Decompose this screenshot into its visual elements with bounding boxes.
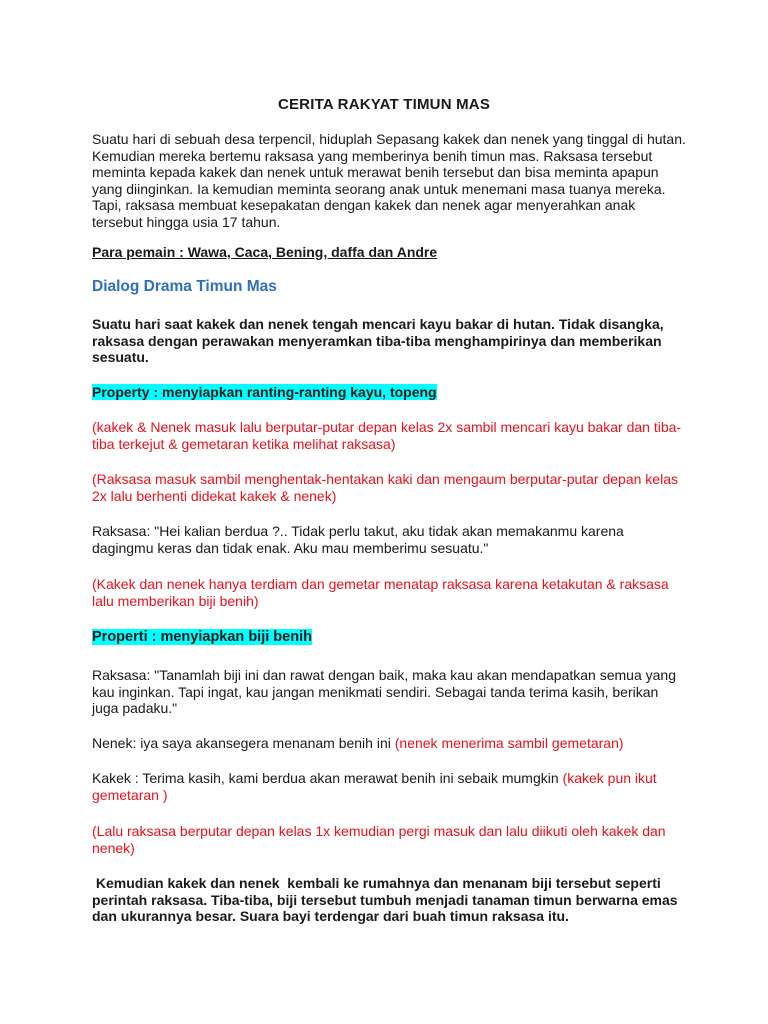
scene-narration-1: Suatu hari saat kakek dan nenek tengah mencari kayu bakar di hutan. Tidak disangka, raksasa dengan perawakan menyeramkan tiba-tiba menghampirinya dan memberikan sesuatu. bbox=[92, 316, 664, 365]
stage-direction-2: (Raksasa masuk sambil menghentak-hentakan kaki dan mengaum berputar-putar depan kelas 2x lalu berhenti didekat kakek & nenek) bbox=[92, 471, 678, 504]
stage-direction-1: (kakek & Nenek masuk lalu berputar-putar depan kelas 2x sambil mencari kayu bakar dan tiba- tiba terkejut & gemetaran ketika melihat raksasa) bbox=[92, 419, 682, 452]
players-line: Para pemain : Wawa, Caca, Bening, daffa dan Andre bbox=[92, 244, 438, 260]
scene-narration-2: Kemudian kakek dan nenek kembali ke rumahnya dan menanam biji tersebut seperti perintah raksasa. Tiba-tiba, biji tersebut tumbuh menjadi tanaman timun berwarna emas dan ukurannya besar. Suara bayi terdengar dari buah timun raksasa itu. bbox=[92, 875, 678, 924]
dialog-nenek: Nenek: iya saya akansegera menanam benih ini (nenek menerima sambil gemetaran) bbox=[92, 735, 624, 751]
intro-paragraph: Suatu hari di sebuah desa terpencil, hiduplah Sepasang kakek dan nenek yang tinggal di hutan. Kemudian mereka bertemu raksasa yang memberinya benih timun mas. Raksasa tersebut meminta kepada kakek dan nenek untuk merawat benih tersebut dan bisa meminta apapun yang diinginkan. Ia kemudian meminta seorang anak untuk menemani masa tuanya mereka. Tapi, raksasa membuat kesepakatan dengan kakek dan nenek agar menyerahkan anak tersebut hingga usia 17 tahun. bbox=[92, 131, 686, 230]
dialog-kakek: Kakek : Terima kasih, kami berdua akan merawat benih ini sebaik mumgkin (kakek pun ikut gemetaran ) bbox=[92, 770, 657, 803]
property-note-1: Property : menyiapkan ranting-ranting kayu, topeng bbox=[92, 384, 437, 400]
dialog-heading: Dialog Drama Timun Mas bbox=[92, 278, 277, 295]
dialog-raksasa-2: Raksasa: "Tanamlah biji ini dan rawat dengan baik, maka kau akan mendapatkan semua yang kau inginkan. Tapi ingat, kau jangan menikmati sendiri. Sebagai tanda terima kasih, berikan juga padaku." bbox=[92, 667, 676, 716]
stage-direction-3: (Kakek dan nenek hanya terdiam dan gemetar menatap raksasa karena ketakutan & raksasa lalu memberikan biji benih) bbox=[92, 576, 669, 609]
page-title: CERITA RAKYAT TIMUN MAS bbox=[277, 96, 491, 113]
dialog-raksasa-1: Raksasa: "Hei kalian berdua ?.. Tidak perlu takut, aku tidak akan memakanmu karena dagingmu keras dan tidak enak. Aku mau memberimu sesuatu." bbox=[92, 523, 624, 556]
property-note-2: Properti : menyiapkan biji benih bbox=[92, 629, 312, 645]
stage-direction-4: (Lalu raksasa berputar depan kelas 1x kemudian pergi masuk dan lalu diikuti oleh kakek dan nenek) bbox=[92, 823, 666, 856]
